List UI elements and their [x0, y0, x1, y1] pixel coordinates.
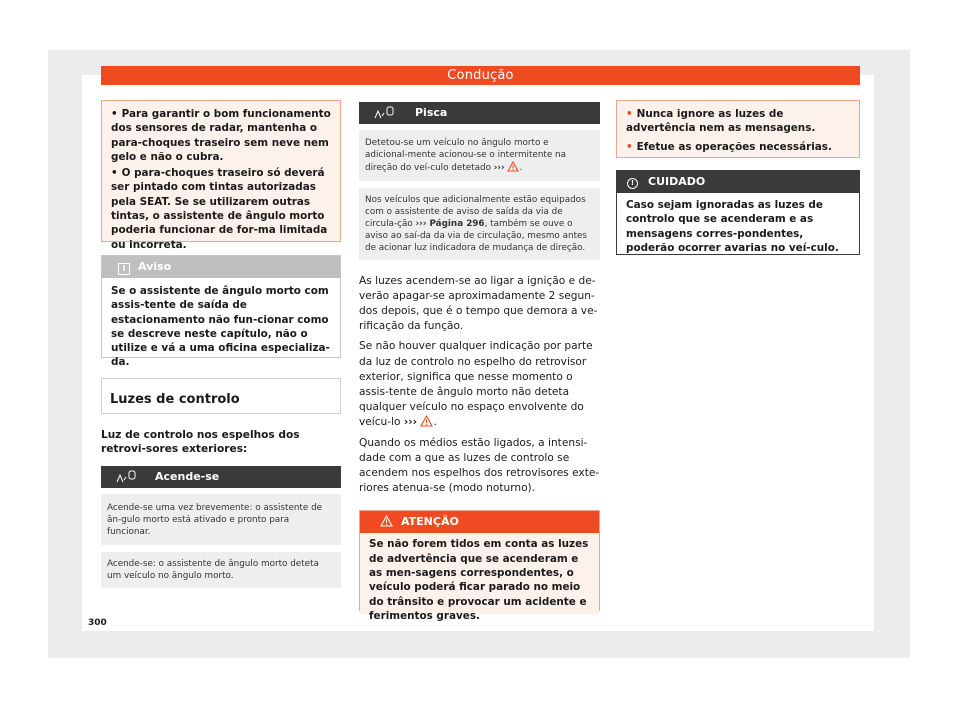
list-item: • Efetue as operações necessárias.	[626, 140, 832, 153]
punctuation: .	[433, 416, 437, 429]
table-header	[359, 102, 600, 124]
intro-text: Luz de controlo nos espelhos dos retrovi-sores exteriores:	[101, 429, 300, 456]
list-item: • Para garantir o bom funcionamento dos sensores de radar, mantenha o para-choques traseiro sem neve nem gelo e não o cubra.	[111, 108, 331, 163]
warning-triangle-icon	[420, 415, 433, 427]
warning-triangle-icon	[380, 515, 393, 527]
warning-box	[359, 510, 600, 622]
caution-icon: !	[627, 178, 638, 189]
warning-header	[360, 511, 599, 533]
warning-triangle-icon	[507, 161, 519, 172]
punctuation: .	[519, 163, 523, 174]
section-heading-box	[101, 378, 341, 414]
warning-title: ATENÇÃO	[401, 515, 459, 529]
page-number: 300	[88, 618, 107, 628]
column-left	[101, 100, 341, 588]
bullet-text: Para garantir o bom funcionamento dos sensores de radar, mantenha o para-choques traseiro sem neve nem gelo e não o cubra.	[111, 108, 331, 163]
row-text: , também se ouve o aviso ao saí-da da via de circulação, mesmo antes de acionar luz indicadora de mudança de direção.	[365, 219, 588, 254]
table-row: Acende-se uma vez brevemente: o assistente de ân-gulo morto está ativado e pronto para funcionar.	[101, 494, 341, 546]
chapter-header: Condução	[101, 66, 860, 85]
table-row	[359, 130, 600, 181]
reference-arrows: ›››	[403, 416, 418, 429]
bullet-box	[616, 100, 860, 158]
mirror-warning-icon	[373, 106, 395, 120]
info-icon: i	[118, 263, 130, 275]
row-text: Detetou-se um veículo no ângulo morto e adicional-mente acionou-se o intermitente na direção do veí-culo detetado	[365, 138, 567, 174]
paragraph: As luzes acendem-se ao ligar a ignição e de-verão apagar-se aproximadamente 2 segun-dos depois, que é o tempo que demora a ve-rificação da função.	[359, 274, 598, 333]
caution-box	[616, 170, 860, 255]
warning-text: Se não forem tidos em conta as luzes de advertência que se acenderam e as men-sagens correspondentes, o veículo poderá ficar parado no meio do trânsito e provocar um acidente e ferimentos graves.	[360, 533, 599, 614]
notice-header	[102, 256, 340, 278]
paragraph-text: Se não houver qualquer indicação por parte da luz de controlo no espelho do retrovisor exterior, significa que nesse momento o assis-tente de ângulo morto não deteta qualquer veículo no espaço envolvente do veícu-lo	[359, 340, 593, 429]
list-item: • O para-choques traseiro só deverá ser pintado com tintas autorizadas pela SEAT. Se se utilizarem outras tintas, o assistente de ângulo morto poderia funcionar de for-ma limitada ou incorreta.	[111, 167, 328, 251]
caution-title: CUIDADO	[648, 175, 706, 188]
column-right	[616, 100, 860, 255]
table-row: Acende-se: o assistente de ângulo morto deteta um veículo no ângulo morto.	[101, 552, 341, 587]
reference-arrows: ›››	[493, 163, 505, 174]
caution-header	[617, 171, 859, 193]
page-reference-link[interactable]: ››› Página 296	[415, 219, 485, 230]
table-header	[101, 466, 341, 488]
control-light-table	[101, 466, 341, 588]
bullet-text: O para-choques traseiro só deverá ser pintado com tintas autorizadas pela SEAT. Se se utilizarem outras tintas, o assistente de ângulo morto poderia funcionar de for-ma limitada ou incorreta.	[111, 167, 328, 251]
list-item: • Nunca ignore as luzes de advertência nem as mensagens.	[626, 108, 816, 135]
section-title: Luzes de controlo	[110, 392, 240, 407]
notice-text: Se o assistente de ângulo morto com assis-tente de saída de estacionamento não fun-cionar como se descreve neste capítulo, não o utilize e vá a uma oficina especializa-da.	[111, 285, 330, 369]
table-header-label: Pisca	[415, 106, 448, 119]
table-row	[359, 188, 600, 260]
notice-title: Aviso	[138, 260, 172, 273]
bullet-text: Nunca ignore as luzes de advertência nem as mensagens.	[626, 108, 816, 135]
caution-text: Caso sejam ignoradas as luzes de controlo que se acenderam e as mensagens corres-pondentes, poderão ocorrer avarias no veí-culo.	[626, 199, 839, 254]
bullet-box	[101, 100, 341, 251]
paragraph: Quando os médios estão ligados, a intensi-dade com a que as luzes de controlo se acendem nos espelhos dos retrovisores exte-riores atenua-se (modo noturno).	[359, 436, 600, 495]
column-middle	[359, 102, 600, 622]
bullet-text: Efetue as operações necessárias.	[636, 140, 832, 153]
paragraph	[359, 339, 600, 430]
row-text: Nos veículos que adicionalmente estão equipados com o assistente de aviso de saída da via de circula-ção	[365, 194, 586, 230]
notice-box	[101, 255, 341, 369]
mirror-warning-icon	[115, 470, 137, 484]
table-header-label: Acende-se	[155, 469, 220, 483]
